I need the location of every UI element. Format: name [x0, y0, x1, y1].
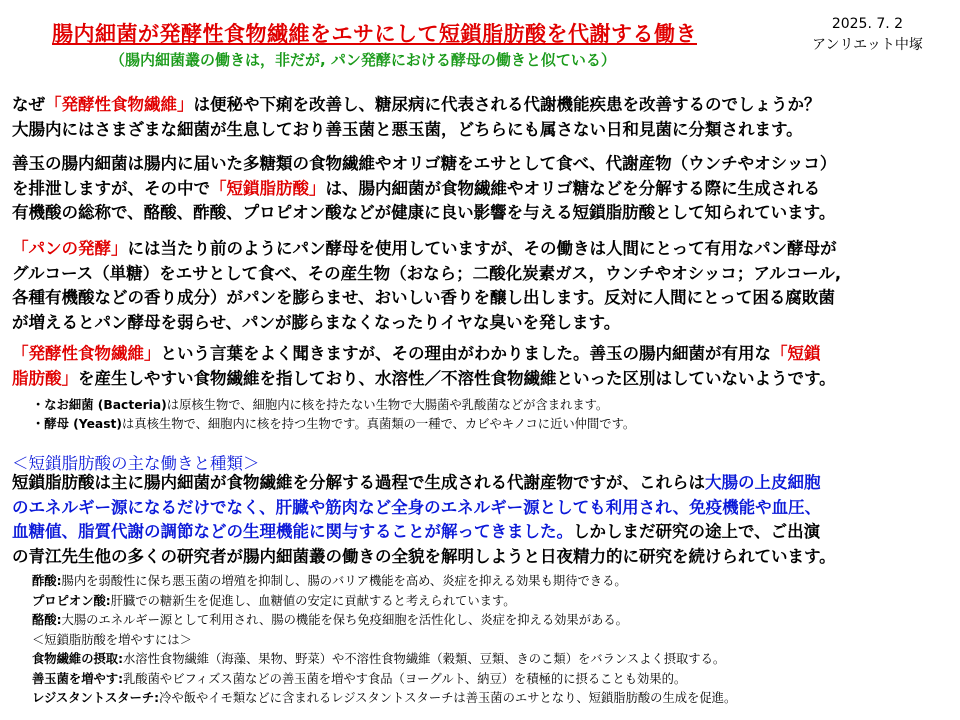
list-text: 乳酸菌やビフィズス菌などの善玉菌を増やす食品（ヨーグルト、納豆）を積極的に摂ることも効果的。: [123, 671, 687, 686]
author: アンリエット中塚: [812, 37, 923, 53]
text: は、腸内細菌が食物繊維やオリゴ糖などを分解する際に生成される: [325, 178, 821, 198]
highlight-term: 「発酵性食物繊維」: [12, 344, 161, 363]
text: には当たり前のようにパン酵母を使用していますが、その働きは人間にとって有用なパン酵母が: [127, 239, 837, 258]
text: 短鎖脂肪酸は主に腸内細菌が食物繊維を分解する過程で生成される代謝産物ですが、これらは: [12, 473, 705, 492]
highlight-term: 脂肪酸」: [12, 368, 78, 388]
text: の青江先生他の多くの研究者が腸内細菌叢の働きの全貌を解明しようと日夜精力的に研究を続けられています。: [12, 546, 836, 566]
notes: [32, 396, 635, 434]
text: を排泄しますが、その中で: [12, 178, 210, 198]
list-item: [32, 572, 736, 592]
list-text: 肝臓での糖新生を促進し、血糖値の安定に貢献すると考えられています。: [110, 593, 516, 608]
note-text: は原核生物で、細胞内に核を持たない生物で大腸菌や乳酸菌などが含まれます。: [166, 398, 609, 412]
list-label: 酢酸:: [32, 574, 62, 588]
list-item: [32, 611, 736, 631]
text: なぜ: [12, 95, 45, 114]
highlight-term: 「短鎖脂肪酸」: [210, 178, 326, 198]
highlight-term: 「パンの発酵」: [12, 239, 128, 258]
paragraph-bread: [12, 237, 952, 335]
list-label: プロピオン酸:: [32, 593, 111, 608]
text: 大腸内にはさまざまな細菌が生息しており善玉菌と悪玉菌，どちらにも属さない日和見菌に分類されます。: [12, 119, 803, 139]
text: が増えるとパン酵母を弱らせ、パンが膨らまなくなったりイヤな臭いを発します。: [12, 312, 621, 332]
highlight-blue: のエネルギー源になるだけでなく、肝臓や筋肉など全身のエネルギー源としても利用され、免疫機能や血圧、: [12, 497, 822, 517]
list-item: [32, 689, 736, 709]
text: 有機酸の総称で、酪酸、酢酸、プロピオン酸などが健康に良い影響を与える短鎖脂肪酸として知られています。: [12, 203, 836, 222]
list-label: 酪酸:: [32, 613, 62, 627]
text: は便秘や下痢を改善し、糖尿病に代表される代謝機能疾患を改善するのでしょうか？: [193, 95, 821, 114]
highlight-term: 「発酵性食物繊維」: [45, 95, 194, 114]
header-meta: [812, 14, 923, 56]
list-text: 冷や飯やイモ類などに含まれるレジスタントスターチは善玉菌のエサとなり、短鎖脂肪酸の生成を促進。: [159, 691, 737, 705]
text: 各種有機酸などの香り成分）がパンを膨らませ、おいしい香りを醸し出します。反対に人間にとって困る腐敗菌: [12, 288, 835, 307]
list-subheading: ＜短鎖脂肪酸を増やすには＞: [32, 632, 192, 647]
text: を産生しやすい食物繊維を指しており、水溶性／不溶性食物繊維といった区別はしていないようです。: [78, 368, 836, 388]
text: という言葉をよく聞きますが、その理由がわかりました。善玉の腸内細菌が有用な: [160, 344, 771, 363]
page-title: 腸内細菌が発酵性食物繊維をエサにして短鎖脂肪酸を代謝する働き: [52, 22, 697, 46]
list-item: [32, 670, 736, 690]
highlight-term: 「短鎖: [771, 344, 821, 363]
acid-list: [32, 572, 736, 709]
text: しかしまだ研究の途上で、ご出演: [573, 522, 821, 541]
paragraph-intro: [12, 93, 952, 142]
highlight-blue: 大腸の上皮細胞: [705, 473, 821, 492]
list-text: 水溶性食物繊維（海藻、果物、野菜）や不溶性食物繊維（穀類、豆類、きのこ類）をバランスよく摂取する。: [123, 652, 726, 666]
list-item: [32, 650, 736, 670]
list-label: 善玉菌を増やす:: [32, 671, 123, 686]
list-label: レジスタントスターチ:: [32, 691, 160, 705]
list-item: [32, 631, 736, 651]
list-item: [32, 592, 736, 612]
list-text: 腸内を弱酸性に保ち悪玉菌の増殖を抑制し、腸のバリア機能を高め、炎症を抑える効果も期待できる。: [61, 574, 627, 588]
text: 善玉の腸内細菌は腸内に届いた多糖類の食物繊維やオリゴ糖をエサとして食べ、代謝産物（ウンチやオシッコ）: [12, 154, 837, 173]
highlight-blue: 血糖値、脂質代謝の調節などの生理機能に関与することが解ってきました。: [12, 522, 573, 541]
page-subtitle: （腸内細菌叢の働きは，非だが, パン発酵における酵母の働きと似ている）: [110, 51, 616, 69]
section-heading: ＜短鎖脂肪酸の主な働きと種類＞: [12, 454, 260, 473]
paragraph-scfa: [12, 152, 952, 226]
text: グルコース（単糖）をエサとして食べ、その産生物（おなら；二酸化炭素ガス，ウンチやオシッコ；アルコール,: [12, 263, 842, 283]
paragraph-functions: [12, 471, 952, 569]
date: 2025. 7. 2: [831, 16, 904, 32]
note-label: ・酵母 (Yeast): [32, 417, 123, 431]
list-label: 食物繊維の摂取:: [32, 652, 123, 666]
note-label: ・なお細菌 (Bacteria): [32, 398, 167, 412]
list-text: 大腸のエネルギー源として利用され、腸の機能を保ち免疫細胞を活性化し、炎症を抑える効果がある。: [61, 613, 628, 627]
note-text: は真核生物で、細胞内に核を持つ生物です。真菌類の一種で、カビやキノコに近い仲間です。: [122, 417, 636, 431]
paragraph-fiber: [12, 342, 952, 391]
